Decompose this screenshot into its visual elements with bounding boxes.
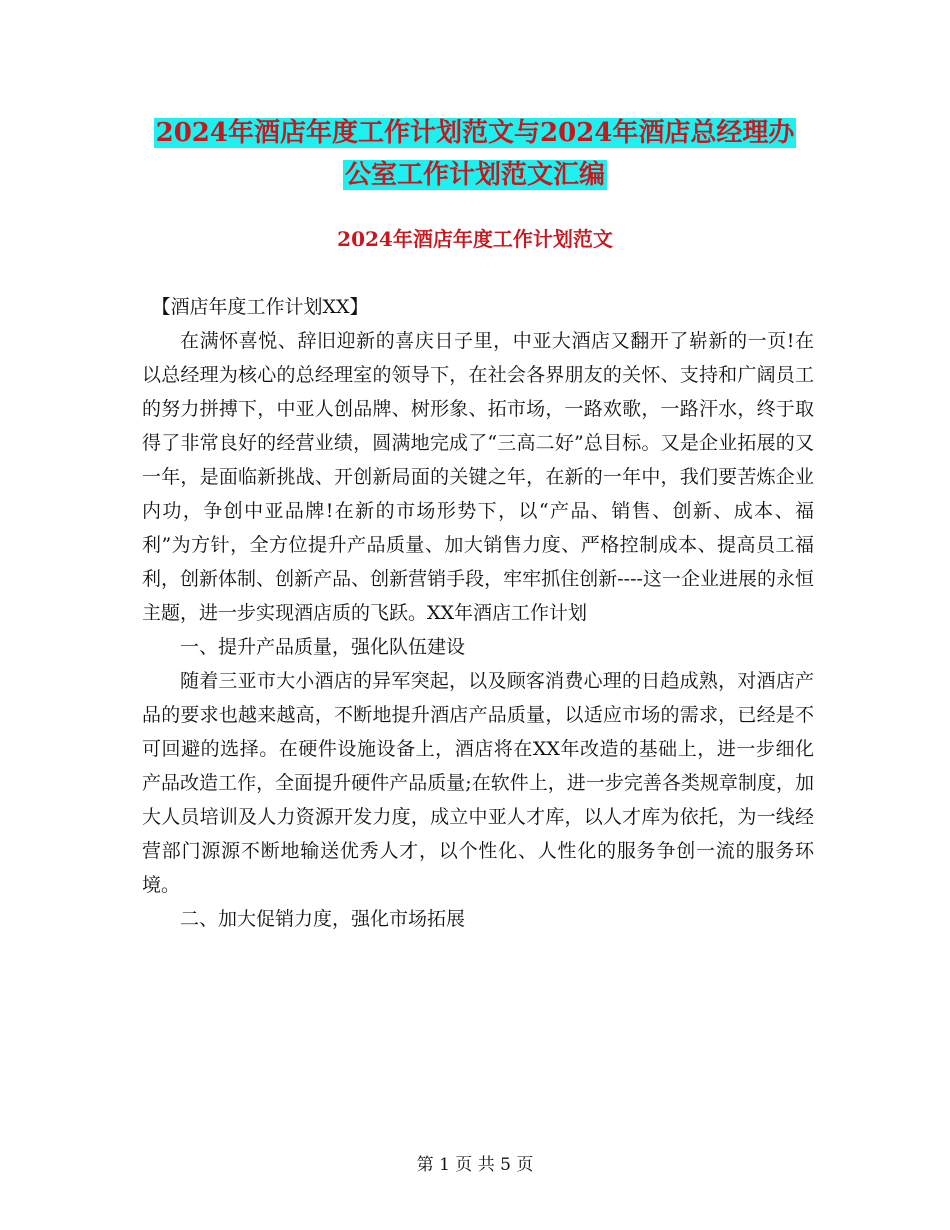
- document-title-line-1: [0, 115, 950, 151]
- heading-section-1: 一、提升产品质量，强化队伍建设: [180, 636, 466, 658]
- title-highlight-2: 公室工作计划范文汇编: [344, 160, 605, 190]
- paragraph-intro: 在满怀喜悦、辞旧迎新的喜庆日子里，中亚大酒店又翻开了崭新的一页!在以总经理为核心的总经理室的领导下，在社会各界朋友的关怀、支持和广阔员工的努力拼搏下，中亚人创品牌、树形象、拓市场，一路欢歌，一路汗水，终于取得了非常良好的经营业绩，圆满地完成了“三高二好”总目标。又是企业拓展的又一年，是面临新挑战、开创新局面的关键之年，在新的一年中，我们要苦炼企业内功，争创中亚品牌!在新的市场形势下，以“产品、销售、创新、成本、福利”为方针，全方位提升产品质量、加大销售力度、严格控制成本、提高员工福利，创新体制、创新产品、创新营销手段，牢牢抓住创新----这一企业进展的永恒主题，进一步实现酒店质的飞跃。XX年酒店工作计划: [142, 330, 814, 624]
- document-body: [142, 290, 814, 936]
- document-title-line-2: [0, 157, 950, 193]
- paragraph-section-1: 随着三亚市大小酒店的异军突起，以及顾客消费心理的日趋成熟，对酒店产品的要求也越来越高，不断地提升酒店产品质量，以适应市场的需求，已经是不可回避的选择。在硬件设施设备上，酒店将在XX年改造的基础上，进一步细化产品改造工作，全面提升硬件产品质量;在软件上，进一步完善各类规章制度，加大人员培训及人力资源开发力度，成立中亚人才库，以人才库为依托，为一线经营部门源源不断地输送优秀人才，以个性化、人性化的服务争创一流的服务环境。: [142, 670, 814, 896]
- heading-section-2: 二、加大促销力度，强化市场拓展: [180, 908, 466, 930]
- title-highlight-1: 2024年酒店年度工作计划范文与2024年酒店总经理办: [155, 118, 795, 148]
- section-tag: 【酒店年度工作计划XX】: [151, 296, 369, 318]
- section-subtitle: 2024年酒店年度工作计划范文: [337, 227, 613, 251]
- page-footer: 第 1 页 共 5 页: [416, 1155, 534, 1175]
